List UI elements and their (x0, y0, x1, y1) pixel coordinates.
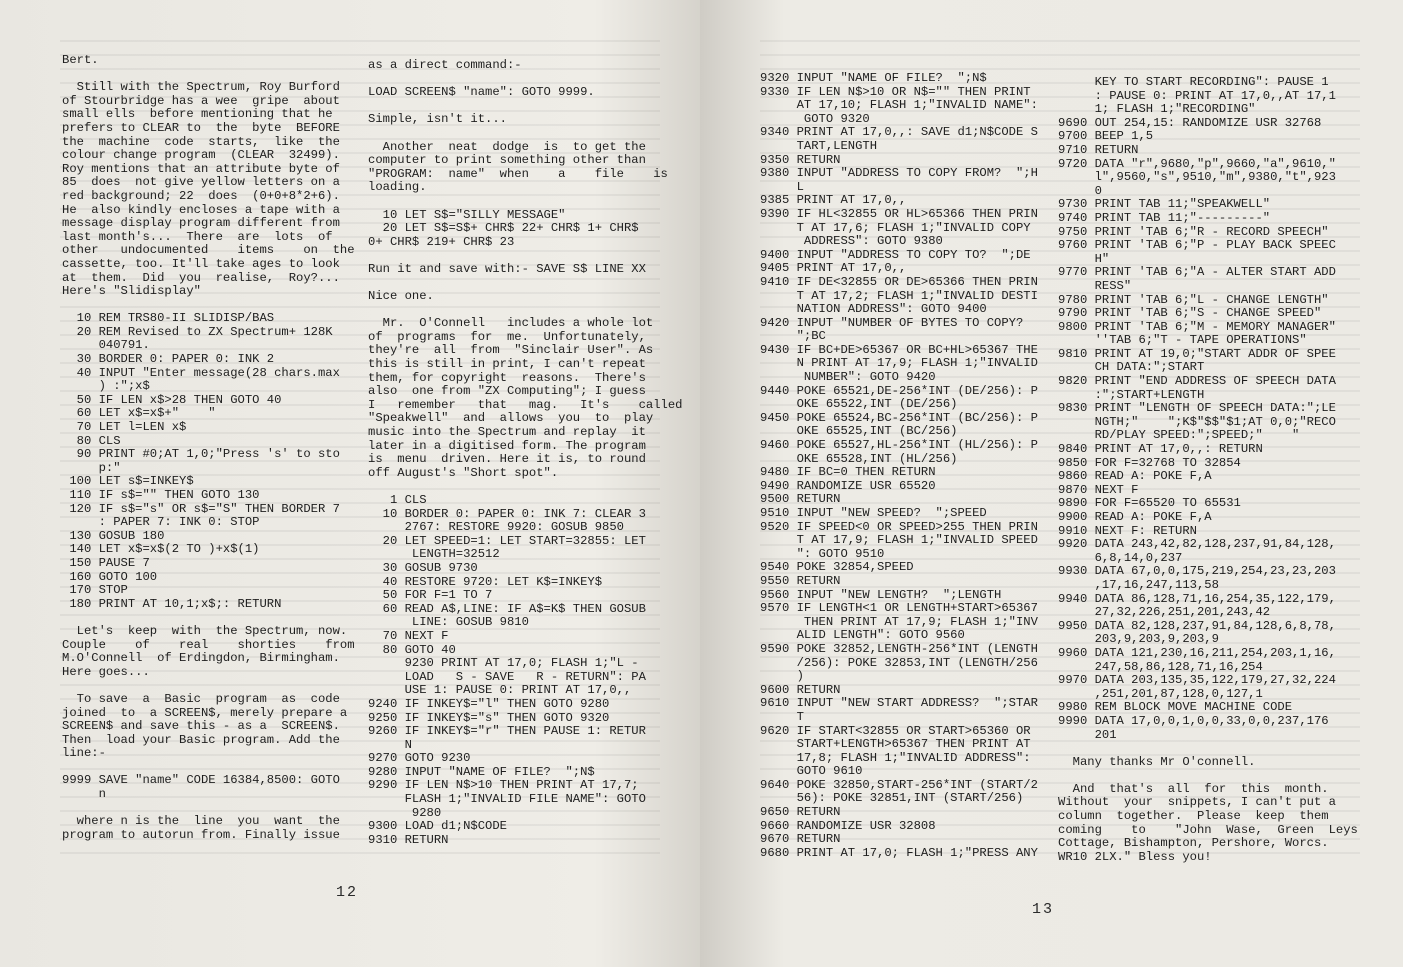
text-line: of Stourbridge has a wee gripe about (62, 93, 340, 108)
text-line: later in a digitised form. The program (368, 438, 646, 453)
text-line: music into the Spectrum and replay it (368, 425, 646, 440)
text-line: Let's keep with the Spectrum, now. (62, 623, 348, 638)
text-line: M.O'Connell of Erdingdon, Birmingham. (62, 651, 340, 666)
text-line: Roy mentions that an attribute byte of (62, 161, 340, 176)
text-line: 9710 RETURN (1058, 142, 1139, 157)
text-line: 9930 DATA 67,0,0,175,219,254,23,23,203 (1058, 564, 1336, 579)
text-line: 9450 POKE 65524,BC-256*INT (BC/256): P (760, 410, 1038, 425)
text-line: "Speakwell" and allows you to play (368, 411, 654, 426)
text-line: 1; FLASH 1;"RECORDING" (1058, 102, 1256, 117)
text-line: /256): POKE 32853,INT (LENGTH/256 (760, 655, 1038, 670)
text-line: 10 REM TRS80-II SLIDISP/BAS (62, 311, 275, 326)
text-line: also one from "ZX Computing"; I guess (368, 384, 646, 399)
text-line: 0 (1058, 183, 1102, 198)
text-line: 9610 INPUT "NEW START ADDRESS? ";STAR (760, 696, 1038, 711)
text-line (368, 249, 683, 263)
text-line: 9480 IF BC=0 THEN RETURN (760, 465, 936, 480)
text-line (368, 304, 683, 318)
text-line: 9660 RANDOMIZE USR 32808 (760, 818, 936, 833)
text-line: as a direct command:- (368, 58, 522, 72)
text-line: He also kindly encloses a tape with a (62, 202, 340, 217)
text-line: OKE 65528,INT (HL/256) (760, 451, 958, 466)
text-line: LENGTH=32512 (368, 547, 500, 562)
text-line (368, 277, 683, 291)
text-line: 9730 PRINT TAB 11;"SPEAKWELL" (1058, 197, 1271, 212)
text-line: 70 LET l=LEN x$ (62, 420, 187, 435)
text-line: Run it and save with:- SAVE S$ LINE XX (368, 261, 646, 276)
text-line: RD/PLAY SPEED:";SPEED;" " (1058, 428, 1300, 443)
text-line: 60 READ A$,LINE: IF A$=K$ THEN GOSUB (368, 601, 646, 616)
text-line: OKE 65522,INT (DE/256) (760, 397, 958, 412)
text-line: 9760 PRINT 'TAB 6;"P - PLAY BACK SPEEC (1058, 238, 1336, 253)
text-line: 9260 IF INKEY$="r" THEN PAUSE 1: RETUR (368, 724, 646, 739)
text-line (368, 480, 683, 494)
text-line: 0+ CHR$ 219+ CHR$ 23 (368, 234, 515, 249)
text-line: "PROGRAM: name" when a file is (368, 166, 668, 181)
text-line: 50 FOR F=1 TO 7 (368, 588, 493, 603)
text-line: 80 CLS (62, 433, 121, 448)
text-line: 9490 RANDOMIZE USR 65520 (760, 478, 936, 493)
text-line: 9870 NEXT F (1058, 482, 1139, 497)
text-line: 9810 PRINT AT 19,0;"START ADDR OF SPEE (1058, 346, 1336, 361)
text-line (62, 611, 355, 625)
text-line: 9440 POKE 65521,DE-256*INT (DE/256): P (760, 383, 1038, 398)
text-line: 9410 IF DE<32855 OR DE>65366 THEN PRIN (760, 274, 1038, 289)
text-line: of programs for me. Unfortunately, (368, 329, 646, 344)
text-line: loading. (368, 180, 427, 195)
text-line: T (760, 709, 804, 724)
text-line: CH DATA:";START (1058, 360, 1205, 375)
text-line: ''TAB 6;"T - TAPE OPERATIONS" (1058, 333, 1307, 348)
text-line (1058, 742, 1358, 756)
text-line: 20 REM Revised to ZX Spectrum+ 128K (62, 324, 333, 339)
text-line: 9250 IF INKEY$="s" THEN GOTO 9320 (368, 710, 610, 725)
text-line: 110 IF s$="" THEN GOTO 130 (62, 488, 260, 502)
text-line (62, 679, 355, 693)
text-line: 9230 PRINT AT 17,0; FLASH 1;"L - (368, 656, 639, 671)
text-line: 9430 IF BC+DE>65367 OR BC+HL>65367 THE (760, 342, 1038, 357)
text-line: ADDRESS": GOTO 9380 (760, 234, 943, 249)
text-line: 9680 PRINT AT 17,0; FLASH 1;"PRESS ANY (760, 845, 1038, 860)
text-line: n (62, 787, 106, 802)
text-line (1058, 769, 1358, 783)
text-line: N PRINT AT 17,9; FLASH 1;"INVALID (760, 356, 1038, 371)
text-line: 9830 PRINT "LENGTH OF SPEECH DATA:";LE (1058, 401, 1336, 416)
text-line: 9950 DATA 82,128,237,91,84,128,6,8,78, (1058, 618, 1336, 633)
right-page-column-2 (1058, 76, 1358, 864)
text-line: off August's "Short spot". (368, 465, 559, 480)
text-line: column together. Please keep them (1058, 809, 1329, 824)
text-line: 6,8,14,0,237 (1058, 550, 1183, 565)
text-line: 9910 NEXT F: RETURN (1058, 523, 1197, 538)
text-line: 20 LET SPEED=1: LET START=32855: LET (368, 533, 646, 548)
text-line: 9700 BEEP 1,5 (1058, 129, 1154, 144)
text-line: AT 17,10; FLASH 1;"INVALID NAME": (760, 98, 1038, 113)
text-line: GOTO 9320 (760, 111, 870, 126)
text-line: Here's "Slidisplay" (62, 284, 201, 299)
text-line: 70 NEXT F (368, 628, 449, 643)
text-line: 9850 FOR F=32768 TO 32854 (1058, 455, 1241, 470)
text-line: Nice one. (368, 289, 434, 304)
text-line: 50 IF LEN x$>28 THEN GOTO 40 (62, 392, 282, 407)
text-line: ALID LENGTH": GOTO 9560 (760, 628, 965, 643)
text-line: OKE 65525,INT (BC/256) (760, 424, 958, 439)
text-line: 40 RESTORE 9720: LET K$=INKEY$ (368, 574, 603, 589)
text-line: 9405 PRINT AT 17,0,, (760, 261, 907, 276)
text-line: T AT 17,9; FLASH 1;"INVALID SPEED (760, 533, 1038, 548)
text-line: 203,9,203,9,203,9 (1058, 632, 1219, 647)
text-line: 9970 DATA 203,135,35,122,179,27,32,224 (1058, 673, 1336, 688)
text-line: RESS" (1058, 278, 1132, 293)
text-line: N (368, 737, 412, 752)
text-line: ": GOTO 9510 (760, 546, 885, 561)
text-line: 9720 DATA "r",9680,"p",9660,"a",9610," (1058, 156, 1336, 171)
text-line: USE 1: PAUSE 0: PRINT AT 17,0,, (368, 683, 632, 698)
text-line: 9330 IF LEN N$>10 OR N$="" THEN PRINT (760, 84, 1031, 99)
text-line: 9999 SAVE "name" CODE 16384,8500: GOTO (62, 773, 340, 788)
text-line: 9860 READ A: POKE F,A (1058, 469, 1212, 484)
text-line: joined to a SCREEN$, merely prepare a (62, 705, 348, 720)
text-line: 9820 PRINT "END ADDRESS OF SPEECH DATA (1058, 374, 1336, 389)
text-line: LOAD SCREEN$ "name": GOTO 9999. (368, 85, 595, 100)
text-line: 9790 PRINT 'TAB 6;"S - CHANGE SPEED" (1058, 306, 1322, 321)
text-line: 9460 POKE 65527,HL-256*INT (HL/256): P (760, 438, 1038, 453)
text-line: 9390 IF HL<32855 OR HL>65366 THEN PRIN (760, 206, 1038, 221)
text-line: 9310 RETURN (368, 832, 449, 847)
text-line: Couple of real shorties from (62, 637, 355, 652)
left-page-column-2 (368, 59, 683, 847)
text-line: 201 (1058, 727, 1117, 742)
text-line: colour change program (CLEAR 32499). (62, 148, 340, 163)
text-line: Mr. O'Connell includes a whole lot (368, 316, 654, 331)
text-line: Without your snippets, I can't put a (1058, 795, 1336, 810)
text-line: NGTH;" ";K$"$$"$1;AT 0,0;"RECO (1058, 414, 1336, 429)
text-line: Here goes... (62, 664, 150, 679)
text-line: FLASH 1;"INVALID FILE NAME": GOTO (368, 792, 646, 807)
text-line: 170 STOP (62, 583, 128, 598)
text-line: 9270 GOTO 9230 (368, 751, 471, 766)
text-line: T AT 17,2; FLASH 1;"INVALID DESTI (760, 288, 1038, 303)
text-line: 9420 INPUT "NUMBER OF BYTES TO COPY? (760, 315, 1024, 330)
text-line (62, 761, 355, 775)
text-line (62, 299, 355, 313)
text-line: Still with the Spectrum, Roy Burford (62, 80, 340, 95)
text-line: them, for copyright reasons. There's (368, 370, 646, 385)
text-line: 9520 IF SPEED<0 OR SPEED>255 THEN PRIN (760, 519, 1038, 534)
text-line: this is still in print, I can't repeat (368, 357, 646, 372)
text-line: 9940 DATA 86,128,71,16,254,35,122,179, (1058, 591, 1336, 606)
text-line: Another neat dodge is to get the (368, 139, 646, 154)
text-line: KEY TO START RECORDING": PAUSE 1 (1058, 75, 1329, 89)
text-line: : PAUSE 0: PRINT AT 17,0,,AT 17,1 (1058, 88, 1336, 103)
text-line: START+LENGTH>65367 THEN PRINT AT (760, 737, 1031, 752)
text-line: 9800 PRINT 'TAB 6;"M - MEMORY MANAGER" (1058, 319, 1336, 334)
text-line: GOTO 9610 (760, 764, 863, 779)
text-line: 9750 PRINT 'TAB 6;"R - RECORD SPEECH" (1058, 224, 1329, 239)
text-line: 9740 PRINT TAB 11;"---------" (1058, 210, 1271, 225)
text-line (62, 802, 355, 816)
right-page (700, 0, 1403, 967)
text-line (368, 195, 683, 209)
text-line (368, 73, 683, 87)
text-line: 9590 POKE 32852,LENGTH-256*INT (LENGTH (760, 641, 1038, 656)
text-line: 17,8; FLASH 1;"INVALID ADDRESS": (760, 750, 1031, 765)
text-line: 9510 INPUT "NEW SPEED? ";SPEED (760, 506, 987, 520)
text-line: 27,32,226,251,201,243,42 (1058, 605, 1271, 620)
text-line: 9320 INPUT "NAME OF FILE? ";N$ (760, 71, 987, 85)
text-line: Then load your Basic program. Add the (62, 732, 340, 747)
text-line: 247,58,86,128,71,16,254 (1058, 659, 1263, 674)
text-line: 9380 INPUT "ADDRESS TO COPY FROM? ";H (760, 166, 1038, 181)
text-line: red background; 22 does (0+0+8*2+6). (62, 188, 340, 203)
text-line: WR10 2LX." Bless you! (1058, 849, 1212, 864)
text-line: 9890 FOR F=65520 TO 65531 (1058, 496, 1241, 511)
text-line: 90 PRINT #0;AT 1,0;"Press 's' to sto (62, 447, 340, 462)
text-line: coming to "John Wase, Green Leys (1058, 822, 1358, 837)
page-number-right: 13 (1032, 901, 1055, 918)
text-line: 140 LET x$=x$(2 TO )+x$(1) (62, 542, 260, 557)
text-line: 9340 PRINT AT 17,0,,: SAVE d1;N$CODE S (760, 125, 1038, 140)
text-line: 9560 INPUT "NEW LENGTH? ";LENGTH (760, 587, 1002, 602)
text-line: I remember that mag. It's called (368, 397, 683, 412)
text-line: 180 PRINT AT 10,1;x$;: RETURN (62, 596, 282, 611)
text-line: 20 LET S$=S$+ CHR$ 22+ CHR$ 1+ CHR$ (368, 221, 639, 236)
text-line: 9640 POKE 32850,START-256*INT (START/2 (760, 777, 1038, 792)
text-line: program to autorun from. Finally issue (62, 827, 340, 842)
text-line: LINE: GOSUB 9810 (368, 615, 529, 630)
text-line: ) (760, 669, 804, 684)
page-number-left: 12 (336, 884, 359, 901)
text-line: TART,LENGTH (760, 138, 878, 153)
text-line: 9400 INPUT "ADDRESS TO COPY TO? ";DE (760, 247, 1031, 262)
text-line: 150 PAUSE 7 (62, 555, 150, 570)
text-line: ) :";x$ (62, 379, 150, 394)
text-line: 9980 REM BLOCK MOVE MACHINE CODE (1058, 700, 1293, 715)
text-line: 80 GOTO 40 (368, 642, 456, 657)
text-line: Many thanks Mr O'connell. (1058, 754, 1256, 769)
text-line: last month's... There are lots of (62, 229, 333, 244)
text-line: Cottage, Bishampton, Pershore, Worcs. (1058, 836, 1329, 851)
text-line: 120 IF s$="s" OR s$="S" THEN BORDER 7 (62, 501, 340, 516)
left-page (0, 0, 700, 967)
text-line: 100 LET s$=INKEY$ (62, 474, 194, 489)
text-line: 9780 PRINT 'TAB 6;"L - CHANGE LENGTH" (1058, 292, 1329, 307)
text-line: 9350 RETURN (760, 152, 841, 167)
text-line: ";BC (760, 329, 826, 344)
text-line: 9620 IF START<32855 OR START>65360 OR (760, 723, 1031, 738)
text-line: 1 CLS (368, 493, 427, 507)
text-line: 9240 IF INKEY$="l" THEN GOTO 9280 (368, 696, 610, 711)
text-line: ,17,16,247,113,58 (1058, 577, 1219, 592)
text-line: where n is the line you want the (62, 814, 340, 829)
text-line: L (760, 179, 804, 194)
text-line (368, 100, 683, 114)
text-line: 30 GOSUB 9730 (368, 560, 478, 575)
text-line (368, 127, 683, 141)
text-line: at them. Did you realise, Roy?... (62, 270, 340, 285)
text-line: 10 BORDER 0: PAPER 0: INK 7: CLEAR 3 (368, 506, 646, 521)
text-line: other undocumented items on the (62, 243, 355, 258)
text-line: 160 GOTO 100 (62, 569, 158, 584)
text-line: message display program different from (62, 216, 340, 231)
text-line: Bert. (62, 53, 99, 67)
text-line: 40 INPUT "Enter message(28 chars.max (62, 365, 340, 380)
text-line: T AT 17,6; FLASH 1;"INVALID COPY (760, 220, 1031, 235)
text-line: 85 does not give yellow letters on a (62, 175, 340, 190)
text-line: 9840 PRINT AT 17,0,,: RETURN (1058, 442, 1263, 457)
text-line: 9670 RETURN (760, 832, 841, 847)
right-page-column-1 (760, 72, 1038, 860)
text-line: computer to print something other than (368, 153, 646, 168)
text-line: ,251,201,87,128,0,127,1 (1058, 686, 1263, 701)
text-line: 9280 INPUT "NAME OF FILE? ";N$ (368, 764, 595, 779)
text-line: 10 LET S$="SILLY MESSAGE" (368, 207, 566, 222)
text-line: 9540 POKE 32854,SPEED (760, 560, 914, 575)
text-line: 9570 IF LENGTH<1 OR LENGTH+START>65367 (760, 601, 1038, 616)
text-line: 130 GOSUB 180 (62, 528, 165, 543)
text-line: 60 LET x$=x$+" " (62, 406, 216, 421)
text-line: is menu driven. Here it is, to round (368, 452, 646, 467)
text-line: LOAD S - SAVE R - RETURN": PA (368, 669, 646, 684)
text-line: 9920 DATA 243,42,82,128,237,91,84,128, (1058, 537, 1336, 552)
text-line: SCREEN$ and save this - as a SCREEN$. (62, 719, 340, 734)
text-line: prefers to CLEAR to the byte BEFORE (62, 120, 340, 135)
text-line: 9600 RETURN (760, 682, 841, 697)
text-line (62, 68, 355, 82)
text-line: 9385 PRINT AT 17,0,, (760, 193, 907, 208)
text-line: 9280 (368, 805, 442, 820)
text-line: Simple, isn't it... (368, 112, 507, 127)
text-line: 2767: RESTORE 9920: GOSUB 9850 (368, 520, 624, 535)
text-line: NUMBER": GOTO 9420 (760, 370, 936, 385)
text-line: 040791. (62, 338, 150, 353)
text-line: THEN PRINT AT 17,9; FLASH 1;"INV (760, 614, 1038, 629)
text-line: 9550 RETURN (760, 573, 841, 588)
text-line: : PAPER 7: INK 0: STOP (62, 515, 260, 530)
text-line: To save a Basic program as code (62, 691, 340, 706)
text-line: And that's all for this month. (1058, 781, 1329, 796)
text-line: 56): POKE 32851,INT (START/256) (760, 791, 1024, 806)
text-line: line:- (62, 746, 106, 761)
text-line: :";START+LENGTH (1058, 387, 1205, 402)
text-line: 9300 LOAD d1;N$CODE (368, 819, 507, 834)
text-line: 9990 DATA 17,0,0,1,0,0,33,0,0,237,176 (1058, 713, 1329, 728)
text-line: H" (1058, 251, 1110, 266)
text-line: 9960 DATA 121,230,16,211,254,203,1,16, (1058, 645, 1336, 660)
text-line: the machine code starts, like the (62, 134, 340, 149)
text-line: 9290 IF LEN N$>10 THEN PRINT AT 17,7; (368, 778, 639, 793)
text-line: NATION ADDRESS": GOTO 9400 (760, 302, 987, 317)
text-line: l",9560,"s",9510,"m",9380,"t",923 (1058, 170, 1336, 185)
text-line: they're all from "Sinclair User". As (368, 343, 654, 358)
text-line: 9690 OUT 254,15: RANDOMIZE USR 32768 (1058, 115, 1322, 130)
text-line: 30 BORDER 0: PAPER 0: INK 2 (62, 352, 275, 367)
text-line: 9500 RETURN (760, 492, 841, 507)
text-line: 9900 READ A: POKE F,A (1058, 510, 1212, 524)
text-line: small ells before mentioning that he (62, 107, 333, 122)
text-line: 9650 RETURN (760, 805, 841, 820)
text-line: 9770 PRINT 'TAB 6;"A - ALTER START ADD (1058, 265, 1336, 280)
text-line: p:" (62, 460, 121, 475)
text-line: cassette, too. It'll take ages to look (62, 256, 340, 271)
left-page-column-1 (62, 54, 355, 842)
